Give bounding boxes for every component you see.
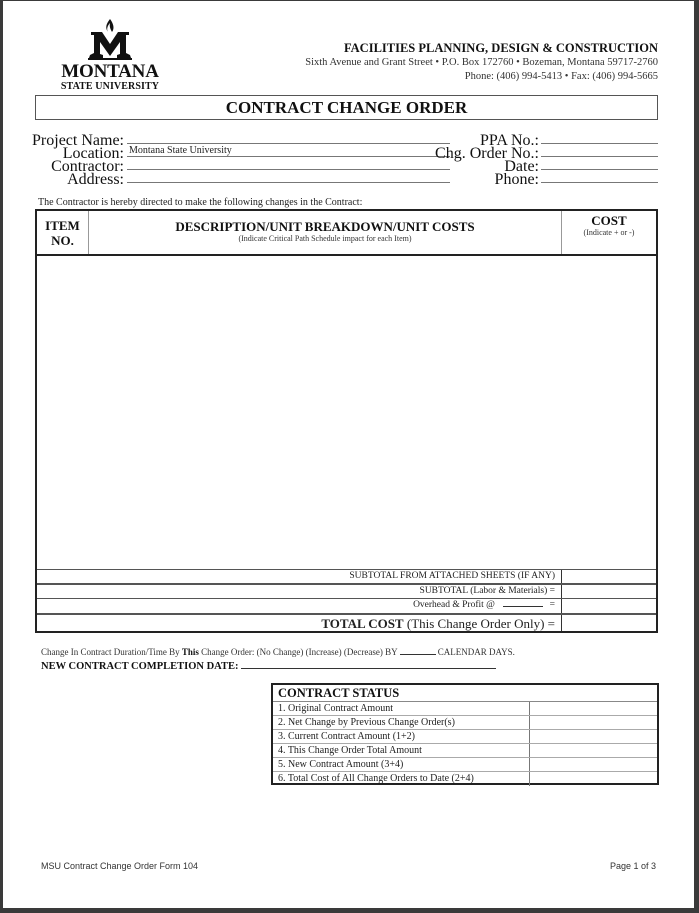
- changes-table-header: [37, 211, 656, 256]
- department-phone: Phone: (406) 994-5413 • Fax: (406) 994-5665: [464, 71, 658, 82]
- subtotal-attached-label: SUBTOTAL FROM ATTACHED SHEETS (IF ANY): [349, 571, 555, 581]
- project-name-input[interactable]: [127, 132, 450, 144]
- field-label: Chg. Order No.:: [435, 145, 539, 162]
- department-address: Sixth Avenue and Grant Street • P.O. Box 172760 • Bozeman, Montana 59717-2760: [305, 57, 658, 68]
- order-fields: [435, 132, 663, 188]
- status-row: [273, 702, 657, 716]
- col-header-description-title: DESCRIPTION/UNIT BREAKDOWN/UNIT COSTS: [175, 219, 475, 234]
- overhead-prefix: Overhead & Profit @: [413, 600, 495, 610]
- msu-logo: [57, 18, 163, 92]
- status-row-label: 6. Total Cost of All Change Orders to Date (2+4): [278, 773, 474, 784]
- subtotal-labor-value[interactable]: [561, 585, 656, 598]
- status-row-label: 3. Current Contract Amount (1+2): [278, 731, 416, 742]
- status-row-value[interactable]: [529, 744, 657, 757]
- overhead-profit-label: [37, 599, 560, 612]
- col-header-item-no: [37, 211, 89, 254]
- field-label: Phone:: [494, 171, 539, 188]
- status-row: [273, 744, 657, 758]
- ppa-no-input[interactable]: [541, 132, 658, 144]
- calendar-days-input[interactable]: [400, 647, 436, 655]
- project-fields: [3, 132, 463, 188]
- status-row-value[interactable]: [529, 716, 657, 729]
- logo-name: MONTANA: [61, 61, 159, 82]
- row-overhead-profit: [37, 598, 656, 613]
- field-label: Project Name:: [32, 132, 124, 149]
- field-phone: [463, 171, 663, 188]
- department-name: FACILITIES PLANNING, DESIGN & CONSTRUCTION: [343, 41, 658, 55]
- total-cost-value[interactable]: [561, 615, 656, 631]
- phone-input[interactable]: [541, 171, 658, 183]
- status-row-label: 4. This Change Order Total Amount: [278, 745, 422, 756]
- col-header-item-line2: NO.: [51, 233, 74, 248]
- directive-text: The Contractor is hereby directed to make the following changes in the Contract:: [38, 197, 363, 208]
- duration-middle: Change Order: (No Change) (Increase) (Decrease) BY: [198, 647, 400, 657]
- field-chg-order-no: [435, 145, 663, 162]
- status-row: [273, 716, 657, 730]
- duration-this: This: [181, 647, 199, 657]
- duration-suffix: CALENDAR DAYS.: [435, 647, 515, 657]
- overhead-percent-input[interactable]: [503, 599, 543, 607]
- field-label: Location:: [62, 145, 124, 162]
- status-row: [273, 758, 657, 772]
- contract-status-table: [271, 683, 659, 785]
- overhead-suffix: =: [549, 600, 555, 610]
- changes-table: [35, 209, 658, 633]
- field-label: Date:: [504, 158, 539, 175]
- total-cost-bold: TOTAL COST: [321, 616, 404, 631]
- footer-page-number: Page 1 of 3: [609, 861, 656, 871]
- date-input[interactable]: [541, 158, 658, 170]
- field-project-name: [3, 132, 463, 149]
- duration-prefix: Change In Contract Duration/Time By: [41, 647, 182, 657]
- status-row: [273, 730, 657, 744]
- row-total-cost: [37, 613, 656, 631]
- contract-status-title: CONTRACT STATUS: [273, 685, 657, 702]
- col-header-cost-note: (Indicate + or -): [583, 228, 635, 237]
- subtotal-attached-value[interactable]: [561, 570, 656, 583]
- chg-order-no-input[interactable]: [541, 145, 658, 157]
- col-header-item-line1: ITEM: [45, 218, 80, 233]
- field-address: [3, 171, 463, 188]
- status-row-label: 2. Net Change by Previous Change Order(s): [278, 717, 455, 728]
- completion-date-input[interactable]: [241, 659, 496, 669]
- status-row-label: 1. Original Contract Amount: [278, 703, 393, 714]
- status-row: [273, 772, 657, 786]
- form-title: CONTRACT CHANGE ORDER: [35, 95, 658, 120]
- duration-line: [41, 647, 515, 657]
- completion-date-label: NEW CONTRACT COMPLETION DATE:: [41, 661, 239, 672]
- row-subtotal-labor: [37, 583, 656, 598]
- row-subtotal-attached: [37, 569, 656, 583]
- col-header-cost: [561, 211, 656, 254]
- subtotal-labor-label: SUBTOTAL (Labor & Materials) =: [419, 586, 555, 596]
- status-row-value[interactable]: [529, 772, 657, 786]
- status-row-value[interactable]: [529, 758, 657, 771]
- contractor-input[interactable]: [127, 158, 450, 170]
- field-contractor: [3, 158, 463, 175]
- col-header-description-note: (Indicate Critical Path Schedule impact for each Item): [238, 234, 412, 243]
- field-label: Address:: [67, 171, 124, 188]
- field-label: PPA No.:: [480, 132, 539, 149]
- field-ppa-no: [463, 132, 663, 149]
- col-header-cost-title: COST: [591, 213, 627, 228]
- overhead-profit-value[interactable]: [561, 599, 656, 613]
- msu-m-icon: [87, 18, 133, 62]
- total-cost-label: [37, 615, 560, 632]
- logo-subname: STATE UNIVERSITY: [60, 81, 160, 92]
- col-header-description: [89, 211, 561, 254]
- status-row-value[interactable]: [529, 730, 657, 743]
- field-label: Contractor:: [51, 158, 124, 175]
- total-cost-rest: (This Change Order Only) =: [403, 616, 555, 631]
- status-row-label: 5. New Contract Amount (3+4): [278, 759, 404, 770]
- location-input[interactable]: Montana State University: [127, 145, 450, 157]
- completion-date-line: [41, 659, 496, 672]
- footer-form-name: MSU Contract Change Order Form 104: [41, 861, 199, 871]
- field-date: [463, 158, 663, 175]
- changes-entry-area[interactable]: [37, 256, 656, 569]
- status-row-value[interactable]: [529, 702, 657, 715]
- field-location: [3, 145, 463, 162]
- document-page: [3, 1, 694, 908]
- address-input[interactable]: [127, 171, 450, 183]
